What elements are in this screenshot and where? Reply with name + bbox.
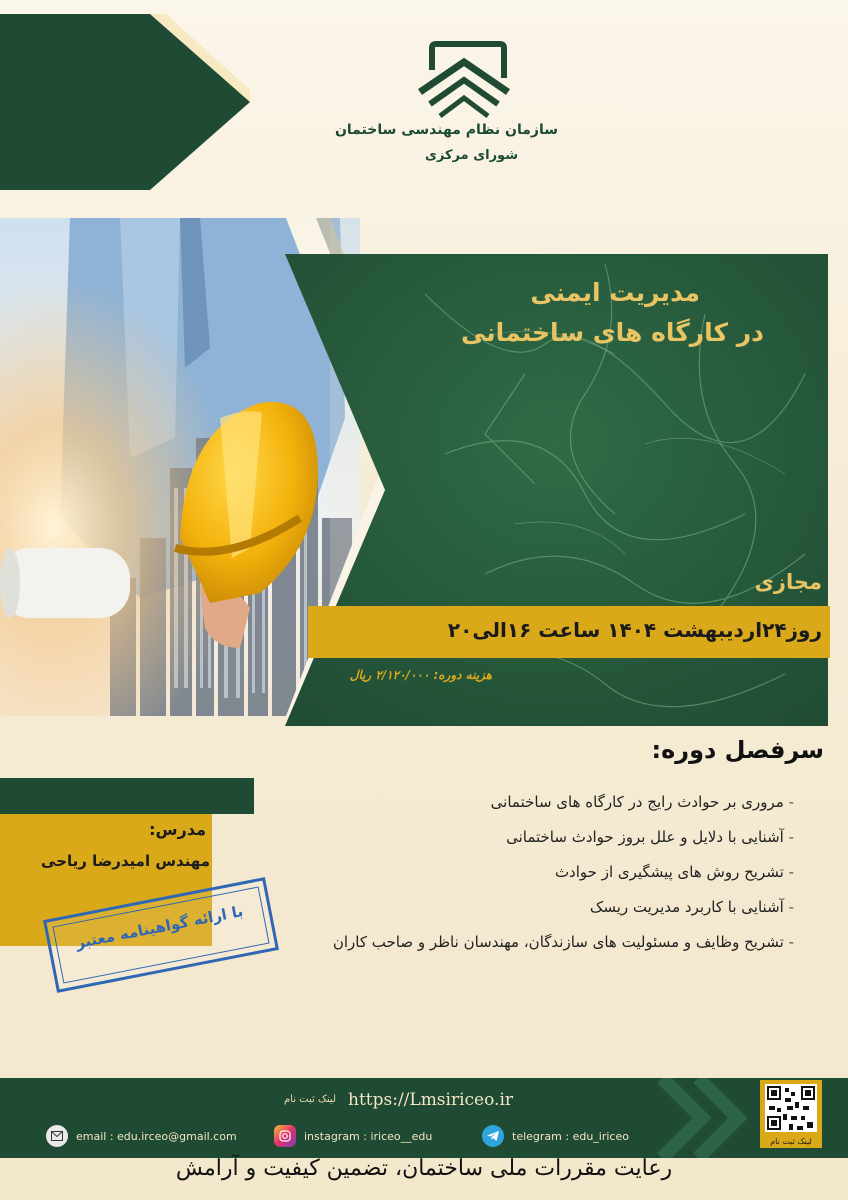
email-text: email : edu.irceo@gmail.com [76, 1129, 237, 1143]
instagram-icon [274, 1125, 296, 1147]
instructor-header-bar [0, 778, 254, 814]
footer-motto: رعایت مقررات ملی ساختمان، تضمین کیفیت و آرامش [175, 1156, 673, 1181]
course-fee: هزینه دوره: ۲/۱۲۰/۰۰۰ ریال [349, 668, 492, 682]
course-title-line-2: در کارگاه های ساختمانی [461, 318, 764, 347]
contact-instagram[interactable] [274, 1125, 432, 1147]
decorative-chevron [0, 14, 250, 190]
instagram-text: instagram : iriceo__edu [304, 1129, 433, 1143]
org-subtitle: شورای مرکزی [424, 148, 518, 163]
registration-label: لینک ثبت نام [283, 1094, 336, 1105]
syllabus-item: - آشنایی با دلایل و علل بروز حوادث ساختمانی [34, 821, 794, 856]
course-date-time: روز۲۴اردیبهشت ۱۴۰۴ ساعت ۱۶الی۲۰ [447, 618, 822, 642]
registration-link[interactable]: https://Lmsiriceo.ir [348, 1090, 514, 1110]
telegram-text: telegram : edu_iriceo [512, 1129, 629, 1143]
qr-code-icon [765, 1084, 817, 1132]
org-name: سازمان نظام مهندسی ساختمان [334, 122, 558, 138]
syllabus-item: - تشریح وظایف و مسئولیت های سازندگان، مهندسان ناظر و صاحب کاران [34, 926, 794, 961]
syllabus-item: - مروری بر حوادث رایج در کارگاه های ساختمانی [34, 786, 794, 821]
syllabus-title: سرفصل دوره: [651, 736, 824, 764]
instructor-name: مهندس امیدرضا ریاحی [41, 852, 210, 870]
course-mode: مجازی [754, 570, 822, 594]
contact-telegram[interactable] [482, 1125, 629, 1147]
telegram-icon [482, 1125, 504, 1147]
instructor-label: مدرس: [149, 820, 206, 839]
qr-code-box[interactable] [760, 1080, 822, 1148]
email-icon [46, 1125, 68, 1147]
footer-chevrons [652, 1078, 752, 1158]
syllabus-item: - آشنایی با کاربرد مدیریت ریسک [34, 891, 794, 926]
stamp-text: با ارائه گواهینامه معتبر [74, 902, 245, 953]
contact-email[interactable] [46, 1125, 237, 1147]
roof-logo-icon [412, 40, 522, 122]
course-title-line-1: مدیریت ایمنی [530, 278, 700, 307]
qr-caption: لینک ثبت نام [770, 1137, 812, 1146]
syllabus-item: - تشریح روش های پیشگیری از حوادث [34, 856, 794, 891]
